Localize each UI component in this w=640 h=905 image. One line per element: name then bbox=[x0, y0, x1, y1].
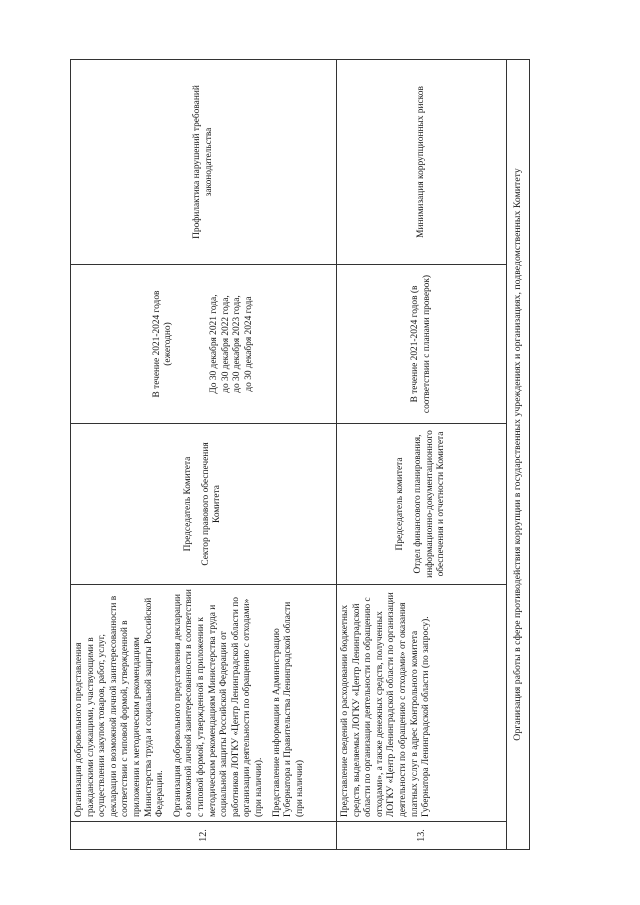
responsible-cell bbox=[337, 424, 507, 585]
responsible-text-2: Сектор правового обеспечения Комитета bbox=[200, 442, 223, 566]
row-number: 13. bbox=[337, 822, 507, 850]
deadline-cell bbox=[337, 265, 507, 424]
section-title: Организация работы в сфере противодействия коррупции в государственных учреждениях и организациях, подведомственных Комитету bbox=[507, 60, 530, 850]
responsible-cell bbox=[71, 424, 337, 585]
deadline-text-1: В течение 2021-2024 годов (ежегодно) bbox=[151, 290, 174, 398]
deadline-text-1: В течение 2021-2024 годов (в соответствии с планами проверок) bbox=[409, 274, 432, 414]
plan-table bbox=[70, 59, 530, 850]
measure-text-1: Представление сведений о расходовании бюджетных средств, выделяемых ЛОГКУ «Центр Ленинградской области по организации деятельности по обращению с отходами», а также денежных средств, полученных ЛОГКУ «Центр Ленинградской области по организации деятельности по обращению с отходами» от оказания платных услуг в адрес Контрольного комитета Губернатора Ленинградской области (по запросу). bbox=[340, 592, 432, 817]
deadline-line-1: До 30 декабря 2021 года, bbox=[208, 294, 219, 394]
measure-cell bbox=[337, 585, 507, 822]
deadline-cell bbox=[71, 265, 337, 424]
responsible-text-1: Председатель комитета bbox=[395, 457, 406, 551]
section-header-row bbox=[507, 60, 530, 850]
measure-text-2: Организация добровольного представления декларации о возможной личной заинтересованности в соответствии с типовой формой, утвержденной в приложении к методическим рекомендациям Министерства труда и социальной защиты Российской Федерации от работников ЛОГКУ «Центр Ленинградской области по организации деятельности по обращению с отходами» (при наличии). bbox=[172, 589, 264, 817]
row-number: 12. bbox=[71, 822, 337, 850]
rotated-table-wrapper bbox=[70, 60, 590, 850]
deadline-line-4: до 30 декабря 2024 года bbox=[243, 296, 254, 392]
result-text: Минимизация коррупционных рисков bbox=[415, 86, 426, 238]
responsible-text-2: Отдел финансового планирования, информационно-документационного обеспечения и отчетности Комитета bbox=[412, 430, 447, 578]
result-cell bbox=[71, 60, 337, 265]
measure-text-1: Организация добровольного представления гражданскими служащими, участвующими в осуществлении закупок товаров, работ, услуг, декларации о возможной личной заинтересованности в соответствии с типовой формой, утвержденной в приложении к методическим рекомендациям Министерства труда и социальной защиты Российской Федерации. bbox=[74, 595, 166, 817]
deadline-line-3: до 30 декабря 2023 года, bbox=[232, 295, 243, 393]
result-text: Профилактика нарушений требований законодательства bbox=[191, 85, 214, 239]
measure-text-3: Представление информации в Администрацию Губернатора и Правительства Ленинградской области (при наличии) bbox=[271, 601, 305, 817]
result-cell bbox=[337, 60, 507, 265]
measure-cell bbox=[71, 585, 337, 822]
deadline-line-2: до 30 декабря 2022 года, bbox=[220, 295, 231, 393]
table-row-13 bbox=[337, 60, 507, 850]
table-row-12 bbox=[71, 60, 337, 850]
responsible-text-1: Председатель Комитета bbox=[183, 456, 194, 552]
